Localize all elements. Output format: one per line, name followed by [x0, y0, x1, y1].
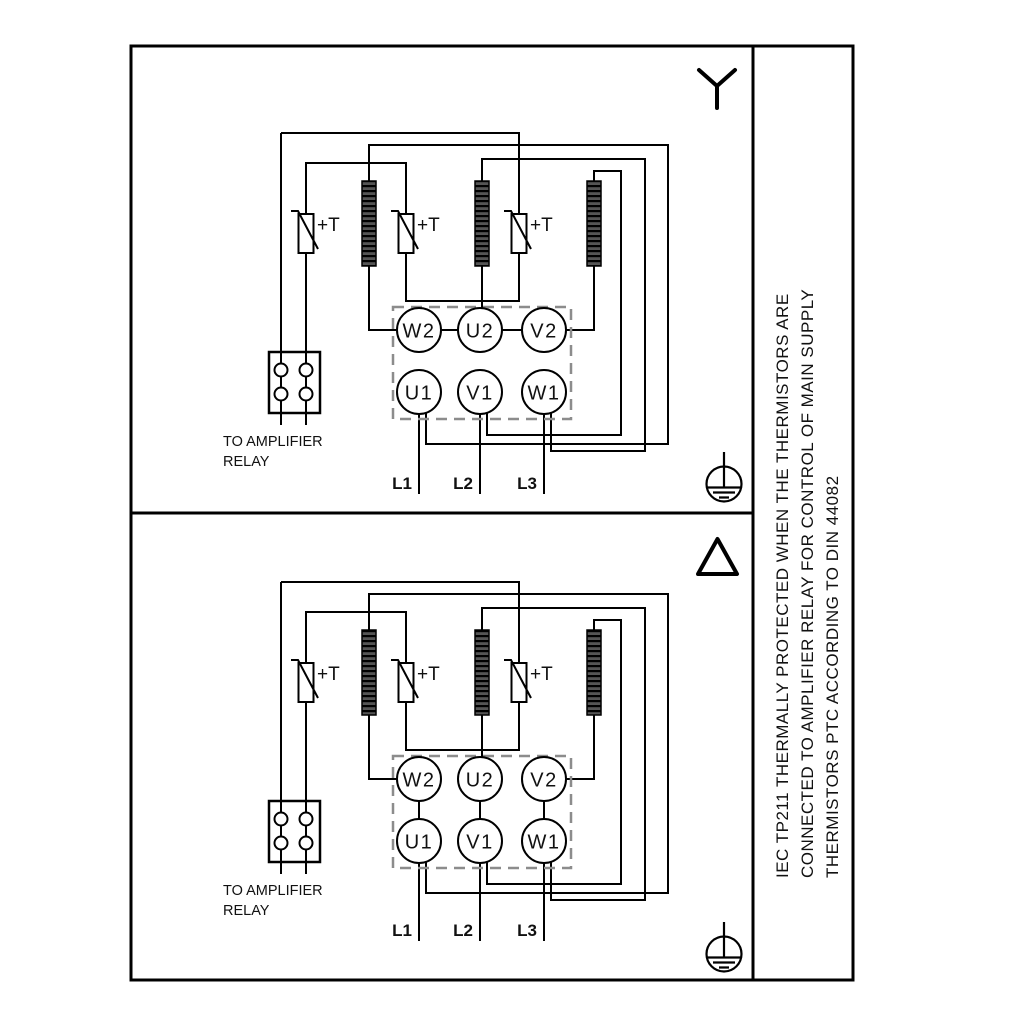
side-note-line2: CONNECTED TO AMPLIFIER RELAY FOR CONTROL OF MAIN SUPPLY — [798, 288, 817, 878]
thermistor-label: +T — [317, 215, 340, 236]
terminal-u1: U1 — [404, 382, 434, 405]
supply-label-l3: L3 — [517, 921, 537, 940]
terminal-w2: W2 — [402, 320, 436, 343]
terminal-v2: V2 — [530, 320, 558, 343]
supply-label-l3: L3 — [517, 474, 537, 493]
side-note-line3: THERMISTORS PTC ACCORDING TO DIN 44082 — [823, 475, 842, 878]
supply-label-l1: L1 — [392, 474, 412, 493]
relay-note-line2: RELAY — [223, 454, 270, 470]
terminal-w1: W1 — [527, 831, 561, 854]
terminal-v1: V1 — [466, 382, 494, 405]
thermistor-label: +T — [417, 664, 440, 685]
terminal-v2: V2 — [530, 769, 558, 792]
thermistor-label: +T — [417, 215, 440, 236]
relay-note-line2: RELAY — [223, 903, 270, 919]
terminal-w1: W1 — [527, 382, 561, 405]
terminal-v1: V1 — [466, 831, 494, 854]
thermistor-label: +T — [530, 215, 553, 236]
terminal-u2: U2 — [465, 320, 495, 343]
side-note-line1: IEC TP211 THERMALLY PROTECTED WHEN THE THERMISTORS ARE — [773, 293, 792, 878]
supply-label-l2: L2 — [453, 921, 473, 940]
supply-label-l1: L1 — [392, 921, 412, 940]
supply-label-l2: L2 — [453, 474, 473, 493]
relay-note-line1: TO AMPLIFIER — [223, 434, 323, 450]
relay-note-line1: TO AMPLIFIER — [223, 883, 323, 899]
thermistor-label: +T — [530, 664, 553, 685]
terminal-w2: W2 — [402, 769, 436, 792]
thermistor-label: +T — [317, 664, 340, 685]
terminal-u1: U1 — [404, 831, 434, 854]
terminal-u2: U2 — [465, 769, 495, 792]
